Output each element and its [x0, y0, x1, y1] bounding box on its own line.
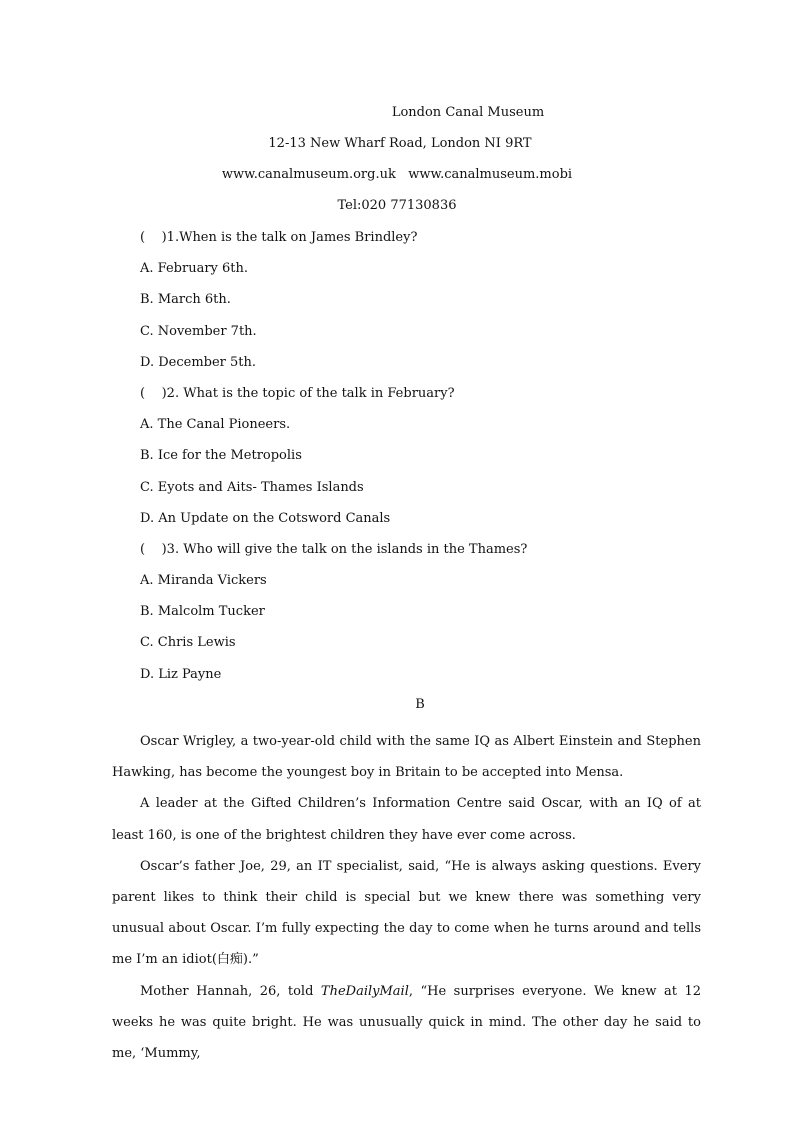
option-c: C. November 7th.	[140, 323, 257, 339]
option-b: B. Malcolm Tucker	[140, 604, 265, 620]
option-a: A. The Canal Pioneers.	[140, 417, 291, 433]
museum-name: London Canal Museum	[391, 105, 545, 120]
option-d: D. Liz Payne	[140, 666, 222, 682]
paragraph-1	[112, 726, 701, 788]
paragraph-text-start: Mother Hannah, 26, told	[140, 983, 321, 999]
newspaper-title: TheDailyMail	[320, 983, 409, 999]
question-1	[140, 227, 720, 383]
museum-address: 12-13 New Wharf Road, London NI 9RT	[268, 136, 532, 151]
section-label: B	[415, 697, 425, 712]
museum-header	[0, 102, 794, 226]
paragraph-text: Oscar Wrigley, a two-year-old child with the same IQ as Albert Einstein and Stephen Hawking, has become the youngest boy in Britain to be accepted into Mensa.	[112, 734, 701, 781]
paragraph-text: Oscar’s father Joe, 29, an IT specialist, said, “He is always asking questions. Every parent likes to think their child is special but we knew there was something very unusual about Oscar. I’m fully expecting the day to come when he turns around and tells me I’m an idiot(白痴).”	[112, 858, 701, 968]
question-3	[140, 539, 720, 695]
option-d: D. December 5th.	[140, 354, 257, 370]
paragraph-2	[112, 788, 701, 850]
museum-tel: Tel:020 77130836	[337, 198, 457, 213]
paragraph-text-end: , “He surprises everyone. We knew at 12 weeks he was quite bright. He was unusually quick in mind. The other day he said to me, ‘Mummy,	[112, 983, 701, 1062]
reading-passage	[112, 726, 701, 1069]
question-2	[140, 383, 720, 539]
museum-websites: www.canalmuseum.org.uk www.canalmuseum.mobi	[221, 167, 573, 182]
option-c: C. Eyots and Aits- Thames Islands	[140, 479, 364, 495]
question-stem: ( )2. What is the topic of the talk in February?	[140, 385, 455, 401]
option-b: B. Ice for the Metropolis	[140, 448, 302, 464]
option-d: D. An Update on the Cotsword Canals	[140, 510, 391, 526]
paragraph-text: A leader at the Gifted Children’s Information Centre said Oscar, with an IQ of at least 160, is one of the brightest children they have ever come across.	[112, 796, 701, 843]
option-a: A. Miranda Vickers	[140, 573, 267, 589]
question-list	[140, 227, 720, 695]
paragraph-3	[112, 851, 701, 976]
option-b: B. March 6th.	[140, 292, 231, 308]
option-a: A. February 6th.	[140, 261, 249, 277]
paragraph-4	[112, 976, 701, 1070]
question-stem: ( )1.When is the talk on James Brindley?	[140, 230, 418, 245]
option-c: C. Chris Lewis	[140, 635, 236, 651]
question-stem: ( )3. Who will give the talk on the islands in the Thames?	[140, 541, 528, 557]
